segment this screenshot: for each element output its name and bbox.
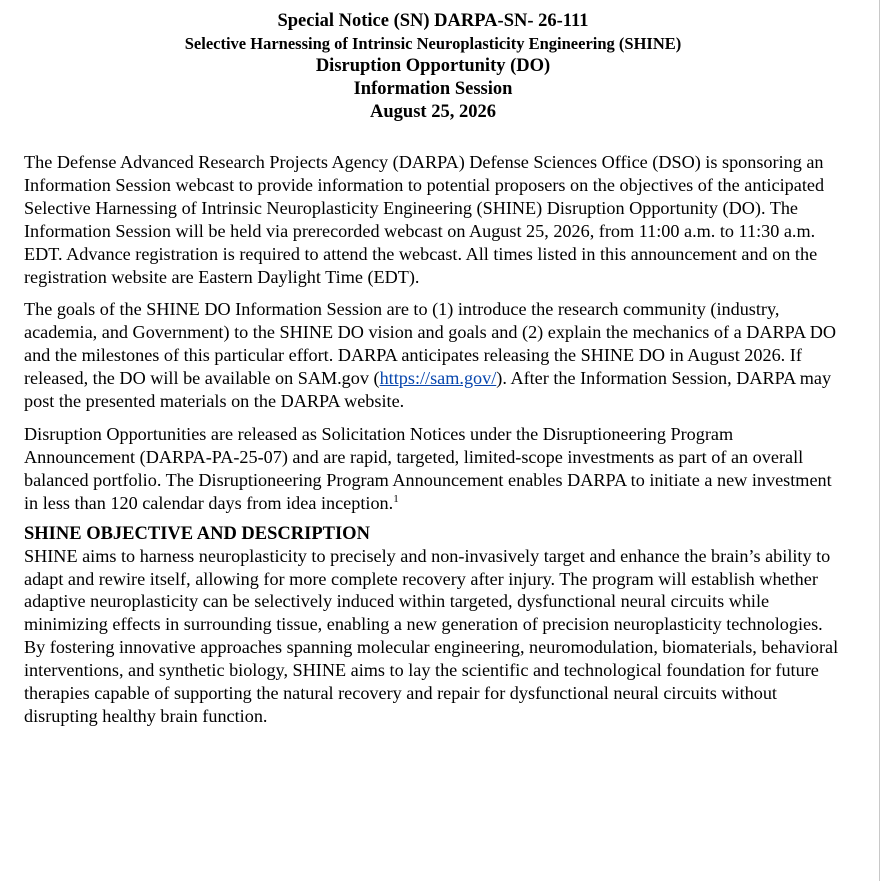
sam-gov-link[interactable]: https://sam.gov/ [379,368,497,389]
footnote-marker[interactable]: 1 [393,492,399,505]
session-date: August 25, 2026 [370,102,496,122]
program-full-name: Selective Harnessing of Intrinsic Neuroplasticity Engineering (SHINE) [184,34,682,53]
notice-header [24,10,842,124]
opportunity-type: Disruption Opportunity (DO) [315,56,551,76]
document-body [24,10,842,728]
paragraph-goals-text-before-link: The goals of the SHINE DO Information Session are to (1) introduce the research community (industry, academia, and Government) to the SHINE DO vision and goals and (2) explain the mechanics of a DARPA DO and the milestones of this particular effort. DARPA anticipates releasing the SHINE DO in August 2026. If released, the DO will be available on SAM.gov ( [24,299,837,389]
paragraph-disruption-text: Disruption Opportunities are released as Solicitation Notices under the Disruptioneering Program Announcement (DARPA-PA-25-07) and are rapid, targeted, limited-scope investments as part of an overall balanced portfolio. The Disruptioneering Program Announcement enables DARPA to initiate a new investment in less than 120 calendar days from idea inception. [24,423,832,513]
paragraph-disruption-opportunities [24,423,842,515]
section-heading-objective: SHINE OBJECTIVE AND DESCRIPTION [24,523,370,544]
paragraph-objective-description: SHINE aims to harness neuroplasticity to precisely and non-invasively target and enhance the brain’s ability to adapt and rewire itself, allowing for more complete recovery after injury. The program will establish whether adaptive neuroplasticity can be selectively induced within targeted, dysfunctional neural circuits while minimizing effects in surrounding tissue, enabling a new generation of precision neuroplasticity technologies. By fostering innovative approaches spanning molecular engineering, neuromodulation, biomaterials, behavioral interventions, and synthetic biology, SHINE aims to lay the scientific and technological foundation for future therapies capable of supporting the natural recovery and repair for dysfunctional neural circuits without disrupting healthy brain function. [24,545,839,726]
paragraph-goals [24,298,842,413]
paragraph-overview: The Defense Advanced Research Projects Agency (DARPA) Defense Sciences Office (DSO) is sponsoring an Information Session webcast to provide information to potential proposers on the objectives of the anticipated Selective Harnessing of Intrinsic Neuroplasticity Engineering (SHINE) Disruption Opportunity (DO). The Information Session will be held via prerecorded webcast on August 25, 2026, from 11:00 a.m. to 11:30 a.m. EDT. Advance registration is required to attend the webcast. All times listed in this announcement and on the registration website are Eastern Daylight Time (EDT). [24,152,825,287]
session-title: Information Session [353,79,513,99]
paragraph-goals-text-after-link: ). After the Information Session, DARPA may post the presented materials on the DARPA website. [24,368,832,412]
notice-number-title: Special Notice (SN) DARPA-SN- 26-111 [277,11,589,31]
